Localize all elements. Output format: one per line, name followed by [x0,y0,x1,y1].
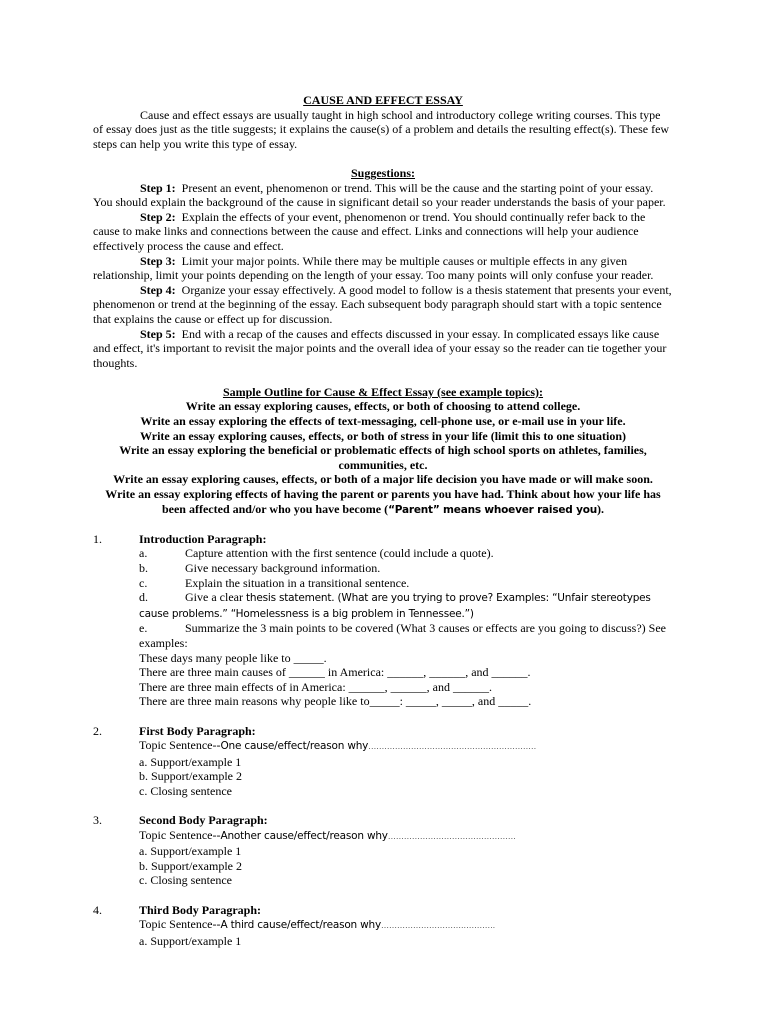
outline-section-second-body [93,813,673,888]
item-rest: . (What are you trying to prove? Examples: “Unfair stereotypes cause problems.” “Homelessness is a big problem in Tennessee.”) [139,592,651,620]
outline-heading: Sample Outline for Cause & Effect Essay (see example topics): [222,384,544,399]
item-letter: a. [139,546,148,561]
outline-item-e [139,621,673,650]
document-body [93,93,673,948]
example-topic: Write an essay exploring causes, effects, or both of a major life decision you have made or will make soon. [113,472,653,487]
section-number: 2. [93,723,102,738]
topic-close: ). [597,501,605,516]
step-4 [93,283,673,327]
topic-sentence-line [139,917,673,934]
section-number: 4. [93,902,102,917]
outline-item-d [139,590,673,621]
outline-item-b [139,561,673,576]
topic-prefix: Topic Sentence-- [139,738,221,753]
leader-dots: …………………………..……….. [381,921,496,931]
example-sentence: There are three main causes of ______ in America: ______, ______, and ______. [139,665,531,680]
step-5 [93,327,673,371]
example-topic: Write an essay exploring causes, effects, or both of stress in your life (limit this to one situation) [139,428,627,443]
step-label: Step 1: [140,180,176,195]
topic-text: Write an essay exploring effects of having the parent or parents you have had. Think about how your life has been affected and/or who you have become ( [105,487,661,516]
outline-item-c [139,576,673,591]
topic-prefix: Topic Sentence-- [139,917,221,932]
item-lead: Give a clear [185,590,246,605]
step-label: Step 3: [140,253,176,268]
outline-item: c. Closing sentence [139,873,232,888]
intro-paragraph: Cause and effect essays are usually taught in high school and introductory college writing courses. This type of essay does just as the title suggests; it explains the cause(s) of a problem and details the resulting effect(s). These few steps can help you write this type of essay. [93,107,670,151]
outline-section-third-body [93,903,673,949]
step-label: Step 2: [140,209,176,224]
topic-text: One cause/effect/reason why [220,740,369,753]
step-text: Explain the effects of your event, phenomenon or trend. You should continually refer back to the cause to make links and connections between the cause and effect. Links and connections will help your audience effectively process the cause and effect. [93,209,646,253]
section-heading: First Body Paragraph: [139,723,256,738]
outline-item: b. Support/example 2 [139,769,242,784]
example-topic: Write an essay exploring the effects of text-messaging, cell-phone use, or e-mail use in your life. [140,414,626,429]
example-topic: Write an essay exploring causes, effects, or both of choosing to attend college. [185,399,581,414]
outline-item: c. Closing sentence [139,783,232,798]
section-heading: Second Body Paragraph: [139,813,268,828]
outline-item: a. Support/example 1 [139,933,242,948]
section-number: 1. [93,531,102,546]
step-label: Step 5: [140,326,176,341]
item-letter: e. [139,621,148,636]
item-letter: b. [139,561,148,575]
example-sentence: These days many people like to _____. [139,650,327,665]
topic-sentence-line [139,738,673,755]
item-letter: c. [139,575,148,590]
item-text: Explain the situation in a transitional sentence. [185,575,410,590]
item-text: Capture attention with the first sentence (could include a quote). [185,546,494,561]
outline-item-a [139,546,673,561]
step-label: Step 4: [140,282,176,297]
outline-item: a. Support/example 1 [139,844,242,859]
outline-section-introduction [93,532,673,709]
step-text: Limit your major points. While there may be multiple causes or multiple effects in any given relationship, limit your points depending on the length of your essay. Too many points will only confuse your reader. [93,253,654,283]
topic-sentence-line [139,828,673,845]
item-letter: d. [139,590,148,605]
section-heading: Third Body Paragraph: [139,902,262,917]
step-2 [93,210,673,254]
topic-text: Another cause/effect/reason why [220,829,388,842]
leader-dots: ………………………………………… [387,831,516,841]
outline-item: b. Support/example 2 [139,858,242,873]
example-sentence: There are three main effects of in America: ______, ______, and ______. [139,679,492,694]
outline-section-first-body [93,724,673,799]
thesis-term: thesis statement [245,592,332,605]
document-title: CAUSE AND EFFECT ESSAY [303,93,463,107]
example-topic-parents [93,487,673,517]
step-3 [93,254,673,283]
suggestions-heading: Suggestions: [350,165,415,180]
step-1 [93,181,673,210]
section-number: 3. [93,813,102,828]
step-text: End with a recap of the causes and effects discussed in your essay. In complicated essays like cause and effect, it's important to revisit the major points and the overall idea of your essay so the reader can tie together your thoughts. [93,326,667,370]
topic-text: A third cause/effect/reason why [220,919,382,932]
item-text: Summarize the 3 main points to be covered (What 3 causes or effects are you going to discuss?) See examples: [139,621,666,650]
parent-definition: “Parent” means whoever raised you [388,503,598,516]
outline-item: a. Support/example 1 [139,754,242,769]
section-heading: Introduction Paragraph: [139,531,267,546]
example-topic: Write an essay exploring the beneficial or problematic effects of high school sports on athletes, families, communities, etc. [119,443,647,472]
step-text: Organize your essay effectively. A good model to follow is a thesis statement that presents your event, phenomenon or trend at the beginning of the essay. Each subsequent body paragraph should start with a topic sentence that explains the cause or effect up for discussion. [93,282,672,326]
leader-dots: ……………………………………………………… [368,742,537,752]
step-text: Present an event, phenomenon or trend. This will be the cause and the starting point of your essay. You should explain the background of the cause in significant detail so your reader understands the basis of your paper. [93,180,666,210]
example-sentence: There are three main reasons why people like to_____: _____, _____, and _____. [139,694,532,709]
item-text: Give necessary background information. [185,561,381,575]
topic-prefix: Topic Sentence-- [139,827,221,842]
item-text [139,590,673,621]
